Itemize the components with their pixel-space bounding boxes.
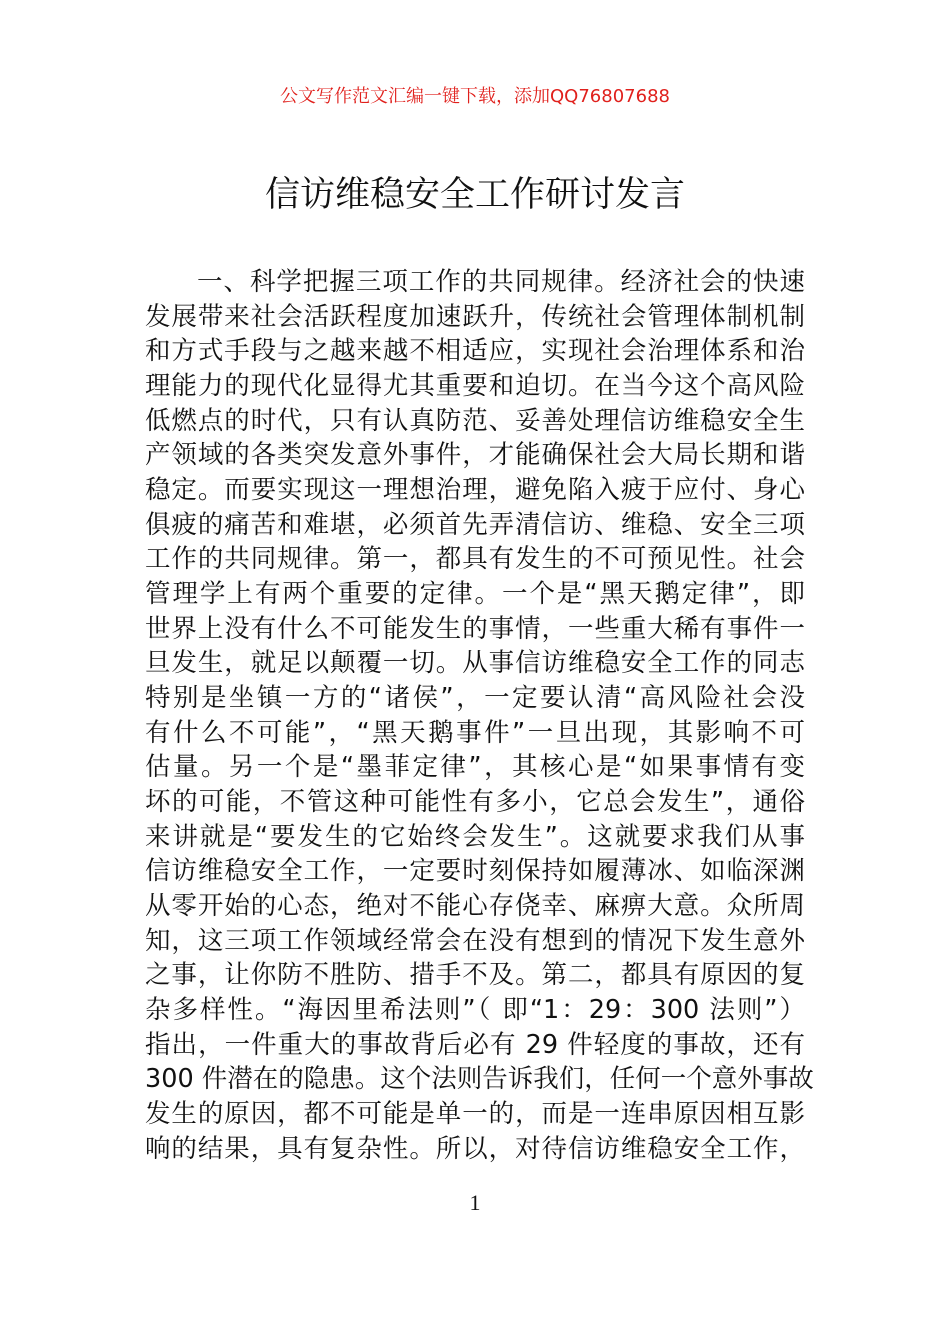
paragraph-line: 产领域的各类突发意外事件，才能确保社会大局长期和谐: [145, 440, 805, 471]
document-title: 信访维稳安全工作研讨发言: [264, 175, 685, 215]
paragraph-line: 有什么不可能”，“黑天鹅事件”一旦出现，其影响不可: [145, 717, 805, 748]
paragraph-line: 发生的原因，都不可能是单一的，而是一连串原因相互影: [145, 1099, 805, 1130]
paragraph-line: 稳定。而要实现这一理想治理，避免陷入疲于应付、身心: [145, 475, 805, 506]
paragraph-line: 来讲就是“要发生的它始终会发生”。这就要求我们从事: [145, 821, 805, 852]
paragraph-line: 旦发生，就足以颠覆一切。从事信访维稳安全工作的同志: [145, 648, 805, 679]
paragraph-line: 低燃点的时代，只有认真防范、妥善处理信访维稳安全生: [145, 405, 805, 436]
paragraph-line: 知，这三项工作领域经常会在没有想到的情况下发生意外: [145, 925, 805, 956]
paragraph-line: 俱疲的痛苦和难堪，必须首先弄清信访、维稳、安全三项: [145, 509, 805, 540]
paragraph-line: 信访维稳安全工作，一定要时刻保持如履薄冰、如临深渊: [145, 856, 805, 887]
promo-header: 公文写作范文汇编一键下载，添加QQ76807688: [280, 86, 670, 107]
paragraph-line: 世界上没有什么不可能发生的事情，一些重大稀有事件一: [145, 613, 805, 644]
paragraph-line: 杂多样性。“海因里希法则”（ 即“1：29：300 法则”）: [145, 995, 805, 1026]
paragraph-line: 一、科学把握三项工作的共同规律。经济社会的快速: [197, 267, 805, 297]
paragraph-line: 坏的可能，不管这种可能性有多小，它总会发生”，通俗: [145, 787, 805, 818]
paragraph-line: 发展带来社会活跃程度加速跃升，传统社会管理体制机制: [145, 301, 805, 332]
paragraph-line: 特别是坐镇一方的“诸侯”，一定要认清“高风险社会没: [145, 683, 805, 714]
paragraph-line: 300 件潜在的隐患。这个法则告诉我们，任何一个意外事故: [145, 1064, 814, 1095]
paragraph-line: 估量。另一个是“墨菲定律”，其核心是“如果事情有变: [145, 752, 805, 783]
paragraph-line: 和方式手段与之越来越不相适应，实现社会治理体系和治: [145, 336, 805, 367]
paragraph-line: 之事，让你防不胜防、措手不及。第二，都具有原因的复: [145, 960, 805, 991]
page-number: 1: [469, 1190, 481, 1215]
paragraph-line: 理能力的现代化显得尤其重要和迫切。在当今这个高风险: [145, 371, 805, 402]
paragraph-line: 从零开始的心态，绝对不能心存侥幸、麻痹大意。众所周: [145, 891, 805, 922]
paragraph-line: 指出，一件重大的事故背后必有 29 件轻度的事故，还有: [145, 1029, 805, 1060]
paragraph-line: 工作的共同规律。第一，都具有发生的不可预见性。社会: [145, 544, 805, 575]
paragraph-line: 管理学上有两个重要的定律。一个是“黑天鹅定律”，即: [145, 579, 805, 610]
document-body: [145, 265, 814, 1166]
paragraph-line: 响的结果，具有复杂性。所以，对待信访维稳安全工作，: [145, 1133, 805, 1164]
